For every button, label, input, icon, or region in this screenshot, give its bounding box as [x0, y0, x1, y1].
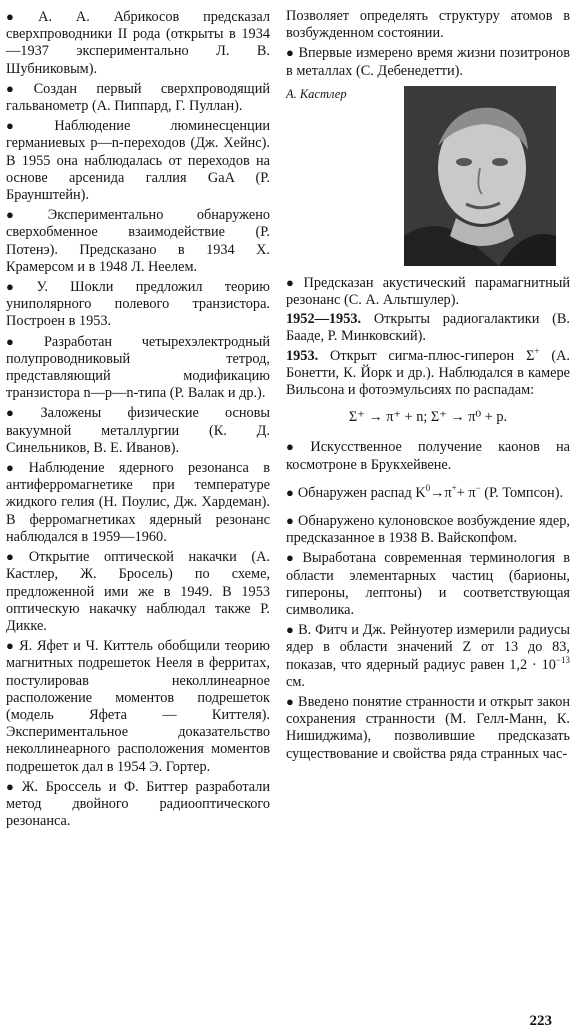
portrait-drawing	[404, 86, 556, 266]
bullet-icon: ●	[286, 484, 294, 500]
bullet-icon: ●	[6, 279, 33, 295]
bullet-icon: ●	[6, 460, 25, 476]
bullet-icon: ●	[286, 513, 295, 529]
list-item: ● Обнаружен распад $K^0\to\pi^++ \pi^-$ (Р. Томпсон).	[286, 482, 564, 501]
list-item: ● Искусственное получение каонов на космотроне в Брукхейвене.	[286, 439, 570, 473]
list-item: ● Впервые измерено время жизни позитронов в металлах (С. Дебенедетти).	[286, 45, 570, 79]
list-item: 1953. Открыт сигма-плюс-гиперон Σ+ (А. Бонетти, К. Йорк и др.). Наблюдался в камере Вильсона и фотоэмульсиях по распадам:	[286, 345, 570, 399]
list-item: ● Открытие оптической накачки (А. Кастлер, Ж. Бросель) по схеме, предложенной ими же в 1949. В 1953 оптическую накачку наблюдал также Р. Дикке.	[6, 549, 270, 634]
decay-formula: Σ⁺ → π⁺ + n; Σ⁺ → π⁰ + p.	[348, 409, 508, 426]
list-item: ● Наблюдение люминесценции германиевых p—n-переходов (Дж. Хейнс). В 1955 она наблюдалась от переходов на основе арсенида галлия GaA (Р. Браунштейн).	[6, 118, 270, 204]
list-item: ● Выработана современная терминология в области элементарных частиц (барионы, гипероны, лептоны) и соответствующая символика.	[286, 550, 571, 619]
list-item: ● А. А. Абрикосов предсказал сверхпроводники II рода (открыты в 1934—1937 экспериментально Л. В. Шубниковым).	[6, 9, 270, 77]
bullet-icon: ●	[6, 9, 35, 24]
bullet-icon: ●	[6, 80, 30, 96]
bullet-icon: ●	[286, 550, 299, 566]
bullet-icon: ●	[286, 274, 300, 290]
list-item: Позволяет определять структуру атомов в возбужденном состоянии.	[286, 8, 570, 42]
bullet-icon: ●	[6, 207, 44, 223]
photo-caption: А. Кастлер	[286, 86, 347, 101]
bullet-icon: ●	[6, 405, 37, 421]
list-item: ● Предсказан акустический парамагнитный резонанс (С. А. Альтшулер).	[286, 274, 570, 309]
list-item: ● Разработан четырехэлектродный полупроводниковый тетрод, представляющий модификацию транзистора n—p—n-типа (Р. Валак и др.).	[6, 333, 270, 402]
list-item: ● Обнаружено кулоновское возбуждение ядер, предсказанное в 1938 В. Вайскопфом.	[286, 513, 570, 547]
list-item: ● Я. Яфет и Ч. Киттель обобщили теорию магнитных подрешеток Нееля в ферритах, постулировав неколлинеарное расположение моментов подрешеток (модель Яфета — Киттеля). Экспериментальное доказательство неколлинеарного расположения моментов подрешеток дал в 1954 Э. Гортер.	[6, 638, 270, 775]
bullet-icon: ●	[6, 638, 16, 654]
bullet-icon: ●	[286, 694, 295, 710]
page-number: 223	[529, 1013, 552, 1029]
bullet-icon: ●	[286, 439, 307, 455]
list-item: ● Экспериментально обнаружено сверхобменное взаимодействие (Р. Потенэ). Предсказано в 1934 Х. Крамерсом и в 1948 Л. Неелем.	[6, 207, 271, 275]
bullet-icon: ●	[6, 778, 18, 794]
list-item: ● В. Фитч и Дж. Рейнуотер измерили радиусы ядер в области значений Z от 13 до 83, показав, что ядерный радиус равен $1,2 \cdot 10^{-13}$ см.	[286, 622, 570, 690]
list-item: ● У. Шокли предложил теорию униполярного полевого транзистора. Построен в 1953.	[6, 279, 270, 330]
year-label: 1953.	[286, 347, 319, 364]
bullet-icon: ●	[6, 549, 25, 565]
year-label: 1952—1953.	[286, 311, 362, 328]
list-item: ● Наблюдение ядерного резонанса в антиферромагнетике при температуре жидкого гелия (Н. Поулис, Дж. Хардеман). В ферромагнетиках ядерный резонанс наблюдался в 1959—1960.	[6, 460, 270, 545]
right-column	[286, 8, 570, 765]
list-item: ● Создан первый сверхпроводящий гальванометр (А. Пиппард, Г. Пуллан).	[6, 80, 270, 115]
bullet-icon: ●	[6, 118, 51, 134]
portrait-photo	[404, 86, 556, 266]
bullet-icon: ●	[286, 45, 295, 61]
bullet-icon: ●	[6, 333, 40, 349]
portrait-block	[286, 86, 570, 274]
list-item: ● Ж. Броссель и Ф. Биттер разработали метод двойного радиооптического резонанса.	[6, 778, 271, 830]
list-item: ● Заложены физические основы вакуумной металлургии (К. Д. Синельников, В. Е. Иванов).	[6, 405, 270, 456]
list-item: ● Введено понятие странности и открыт закон сохранения странности (М. Гелл-Манн, К. Нишиджима), позволившие предсказать существование и свойства ряда странных час-	[286, 694, 570, 762]
list-item: 1952—1953. Открыты радиогалактики (В. Бааде, Р. Минковский).	[286, 311, 570, 345]
left-column	[6, 8, 270, 832]
bullet-icon: ●	[286, 622, 295, 638]
